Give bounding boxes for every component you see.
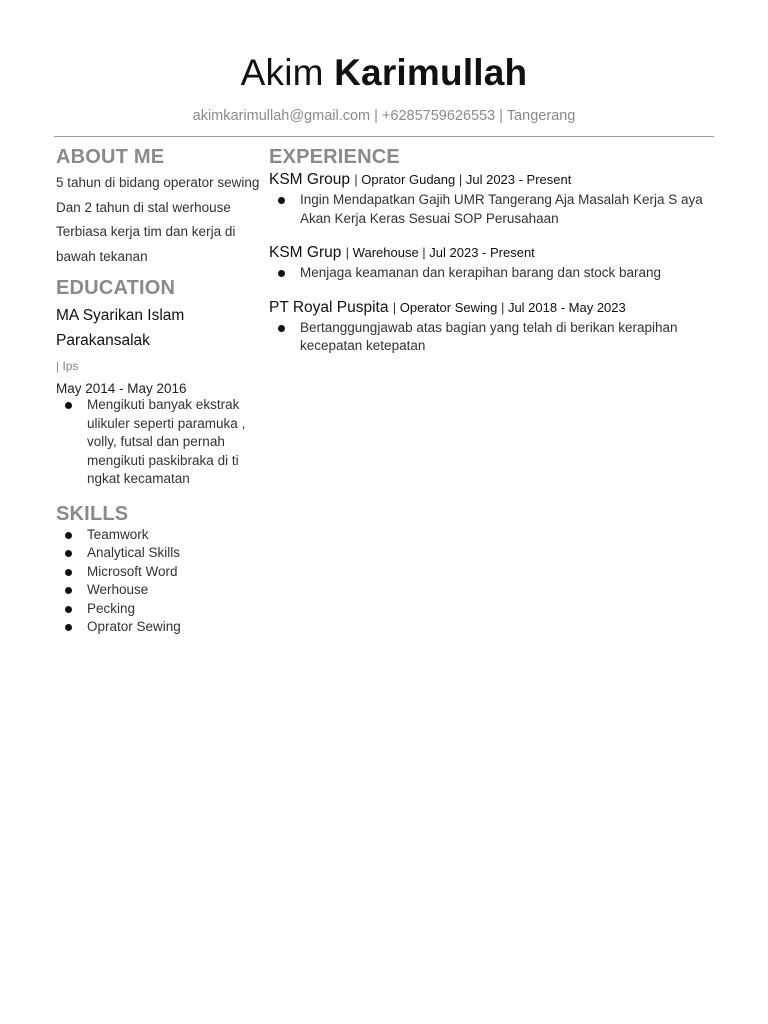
job-company: KSM Grup [269,244,342,261]
left-column [56,146,261,637]
separator: | [345,245,353,260]
skill-item: Analytical Skills [56,544,261,563]
education-bullets [56,396,261,489]
job-role: Oprator Gudang [361,172,456,187]
skill-item: Pecking [56,600,261,619]
separator: | [354,172,362,187]
job-company: KSM Group [269,171,350,188]
job-bullets [269,191,714,228]
contact-line: akimkarimullah@gmail.com | +6285759626553 | Tangerang [192,108,576,124]
skill-item: Microsoft Word [56,563,261,582]
list-item: Mengikuti banyak ekstrak ulikuler seperti paramuka , volly, futsal dan pernah mengikuti paskibraka di ti ngkat kecamatan [56,396,261,489]
skills-title: SKILLS [56,502,129,525]
experience-title: EXPERIENCE [269,146,400,168]
job-entry [269,297,714,356]
job-company: PT Royal Puspita [269,298,389,316]
list-item: Bertanggungjawab atas bagian yang telah di berikan kerapihan kecepatan ketepatan [269,319,714,356]
header-divider [54,136,714,137]
job-header [269,242,714,264]
job-entry [269,169,714,228]
skill-item: Oprator Sewing [56,618,261,637]
job-role: Warehouse [352,245,419,260]
skills-list [56,526,261,637]
right-column [269,146,714,356]
job-entry [269,242,714,283]
skill-item: Teamwork [56,526,261,545]
job-role: Operator Sewing [399,299,498,315]
job-header [269,297,714,319]
resume-name [0,52,768,94]
first-name: Akim [240,52,324,93]
education-dates: May 2014 - May 2016 [56,381,187,396]
last-name: Karimullah [334,52,528,93]
education-title: EDUCATION [56,277,176,299]
job-header [269,169,714,191]
job-dates: Jul 2023 - Present [429,245,535,260]
job-bullets [269,264,714,283]
skill-item: Werhouse [56,581,261,600]
about-title: ABOUT ME [56,146,165,168]
education-field: | Ips [56,359,79,373]
separator: | [418,245,430,260]
about-text: 5 tahun di bidang operator sewing Dan 2 tahun di stal werhouse Terbiasa kerja tim dan kerja di bawah tekanan [56,175,260,264]
school-name: MA Syarikan Islam Parakansalak [56,307,185,349]
separator: | [455,172,466,187]
job-bullets [269,319,714,356]
job-dates: Jul 2023 - Present [465,172,572,187]
separator: | [392,299,400,315]
list-item: Menjaga keamanan dan kerapihan barang dan stock barang [269,264,714,283]
job-dates: Jul 2018 - May 2023 [507,299,626,315]
separator: | [497,299,508,315]
list-item: Ingin Mendapatkan Gajih UMR Tangerang Aja Masalah Kerja S aya Akan Kerja Keras Sesuai SOP Perusahaan [269,191,714,228]
